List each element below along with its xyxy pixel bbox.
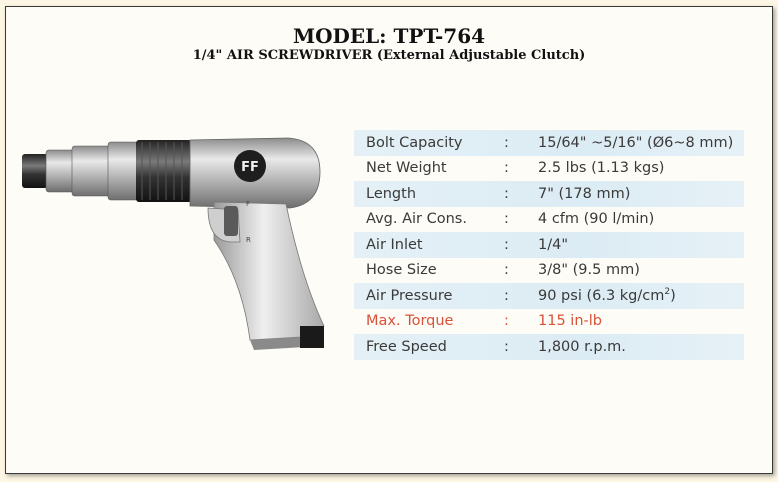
spec-separator: :	[504, 262, 509, 279]
forward-mark: F	[246, 200, 251, 208]
spec-value-tail: )	[670, 288, 676, 305]
reverse-mark: R	[246, 236, 251, 244]
spec-label: Free Speed	[366, 338, 447, 355]
model-title: MODEL: TPT-764	[292, 24, 486, 48]
spec-value: 3/8" (9.5 mm)	[538, 262, 640, 279]
brand-logo-text: FF	[241, 160, 259, 175]
product-subtitle: 1/4" AIR SCREWDRIVER (External Adjustable Clutch)	[192, 48, 586, 63]
spec-value-superscript: 2	[664, 287, 671, 298]
spec-value	[538, 287, 676, 304]
spec-row-air-pressure	[354, 283, 744, 309]
spec-table	[354, 130, 744, 360]
spec-row-air-inlet	[354, 232, 744, 258]
spec-label: Length	[366, 185, 417, 202]
spec-label: Avg. Air Cons.	[366, 211, 467, 228]
spec-value-main: 90 psi (6.3 kg/cm	[538, 288, 665, 305]
spec-label: Air Inlet	[366, 236, 423, 253]
spec-value: 115 in-lb	[538, 313, 602, 330]
spec-value: 1,800 r.p.m.	[538, 338, 626, 355]
spec-row-air-consumption	[354, 207, 744, 233]
spec-separator: :	[504, 134, 509, 151]
spec-value: 4 cfm (90 l/min)	[538, 211, 655, 228]
spec-separator: :	[504, 160, 509, 177]
spec-label: Bolt Capacity	[366, 134, 463, 151]
spec-separator: :	[504, 236, 509, 253]
spec-row-hose-size	[354, 258, 744, 284]
spec-value: 7" (178 mm)	[538, 185, 631, 202]
spec-value: 2.5 lbs (1.13 kgs)	[538, 160, 665, 177]
spec-row-length	[354, 181, 744, 207]
spec-separator: :	[504, 338, 509, 355]
spec-separator: :	[504, 287, 509, 304]
spec-label: Hose Size	[366, 262, 437, 279]
spec-row-max-torque	[354, 309, 744, 335]
spec-row-free-speed	[354, 334, 744, 360]
spec-separator: :	[504, 313, 509, 330]
spec-row-bolt-capacity	[354, 130, 744, 156]
spec-value: 1/4"	[538, 236, 569, 253]
spec-row-net-weight	[354, 156, 744, 182]
spec-separator: :	[504, 185, 509, 202]
spec-label: Air Pressure	[366, 287, 453, 304]
spec-separator: :	[504, 211, 509, 228]
spec-label: Net Weight	[366, 160, 447, 177]
spec-value: 15/64" ~5/16" (Ø6~8 mm)	[538, 134, 734, 151]
air-screwdriver-image	[18, 130, 338, 360]
spec-label: Max. Torque	[366, 313, 454, 330]
